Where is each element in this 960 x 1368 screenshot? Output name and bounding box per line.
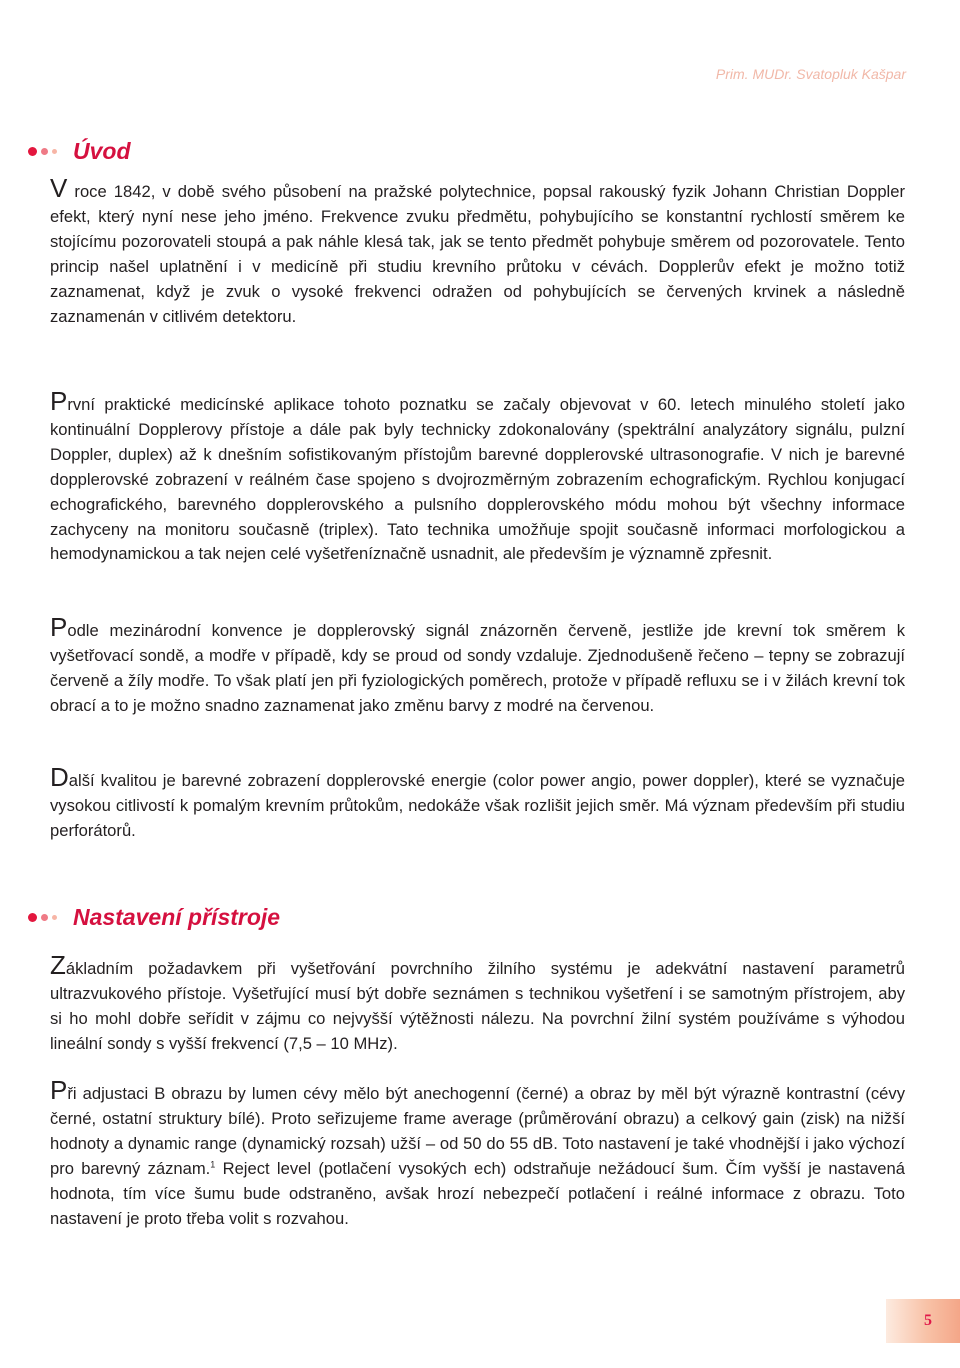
initial-letter: Z [50,950,66,980]
page-number: 5 [924,1312,932,1329]
bullet-dots-icon [28,913,61,922]
paragraph-text: Reject level (potlačení vysokých ech) odstraňuje nežádoucí šum. Čím vyšší je nastavená hodnota, tím více šumu bude odstraněno, avšak hrozí nebezpečí potlačení i reálné informace z obrazu. Toto nastavení je proto třeba volit s rozvahou. [50,1158,905,1228]
paragraph [50,386,905,567]
section-title: Úvod [73,138,131,164]
initial-letter: V [50,173,68,203]
paragraph [50,762,905,844]
paragraph-text: odle mezinárodní konvence je dopplerovský signál znázorněn červeně, jestliže jde krevní tok směrem k vyšetřovací sondě, a modře v případě, kdy se proud od sondy vzdaluje. Zjednodušeně řečeno – tepny se zobrazují červeně a žíly modře. To však platí jen při fyziologických poměrech, protože v případě refluxu se i v žilách krevní tok obrací a to je možno snadno zaznamenat jako změnu barvy z modré na červenou. [50,621,905,715]
paragraph [50,173,905,329]
paragraph-text: roce 1842, v době svého působení na pražské polytechnice, popsal rakouský fyzik Johann Christian Doppler efekt, který nyní nese jeho jméno. Frekvence zvuku předmětu, pohybujícího se konstantní rychlostí směrem ke stojícímu pozorovateli stoupá a pak náhle klesá tak, jak se tento předmět pohybuje směrem od pozorovatele. Tento princip našel uplatnění i v medicíně při studiu krevního průtoku v cévách. Dopplerův efekt je možno totiž zaznamenat, když je zvuk o vysoké frekvenci odražen od pohybujících se červených krvinek a následně zaznamenán v citlivém detektoru. [50,182,905,326]
section-heading-uvod [28,138,131,165]
footnote-marker: 1 [210,1159,216,1170]
paragraph-text: alší kvalitou je barevné zobrazení dopplerovské energie (color power angio, power doppler), které se vyznačuje vysokou citlivostí k pomalým krevním průtokům, nedokáže však rozlišit jejich směr. Má význam především při studiu perforátorů. [50,771,905,840]
paragraph-text: ákladním požadavkem při vyšetřování povrchního žilního systému je adekvátní nastavení parametrů ultrazvukového přístoje. Vyšetřující musí být dobře seznámen s technikou vyšetření i se samotným přístrojem, aby si ho mohl dobře seřídit v zájmu co nejvyšší výtěžnosti nálezu. Na povrchní žilní systém používáme s výhodou lineální sondy s vyšší frekvencí (7,5 – 10 MHz). [50,959,905,1053]
section-heading-nastaveni [28,904,280,931]
initial-letter: D [50,762,69,792]
initial-letter: P [50,386,68,416]
initial-letter: P [50,612,68,642]
page-number-tab [886,1299,960,1343]
bullet-dots-icon [28,147,61,156]
paragraph-text: ři adjustaci B obrazu by lumen cévy mělo být anechogenní (černé) a obraz by měl být výrazně kontrastní (cévy černé, ostatní struktury bílé). Proto seřizujeme frame average (průměrování obrazu) a celkový gain (zisk) na nižší hodnoty a dynamic range (dynamický rozsah) užší – od 50 do 55 dB. Toto nastavení je také vhodnější i jako výchozí pro barevný záznam. [50,1084,905,1178]
paragraph [50,612,905,719]
paragraph-text: rvní praktické medicínské aplikace tohoto poznatku se začaly objevovat v 60. letech minulého století jako kontinuální Dopplerovy přístoje a dále pak byly technicky zdokonalovány (spektrální analyzátory signálu, pulzní Doppler, duplex) až k dnešním sofistikovaným přístojům barevné dopplerovské ultrasonografie. V nich je barevné dopplerovské zobrazení v reálném čase spojeno s dvojrozměrným zobrazením echografickým. Rychlou konjugací echografického, barevného dopplerovského a pulsního dopplerovského módu mohou být všechny informace zachyceny na monitoru současně (triplex). Tato technika umožňuje spojit současně informaci morfologickou a hemodynamickou a tak nejen celé vyšetřeníznačně usnadnit, ale především je významně zpřesnit. [50,395,905,564]
paragraph [50,1075,905,1231]
author-name: Prim. MUDr. Svatopluk Kašpar [715,66,906,82]
section-title: Nastavení přístroje [73,904,281,930]
paragraph [50,950,905,1057]
initial-letter: P [50,1075,68,1105]
